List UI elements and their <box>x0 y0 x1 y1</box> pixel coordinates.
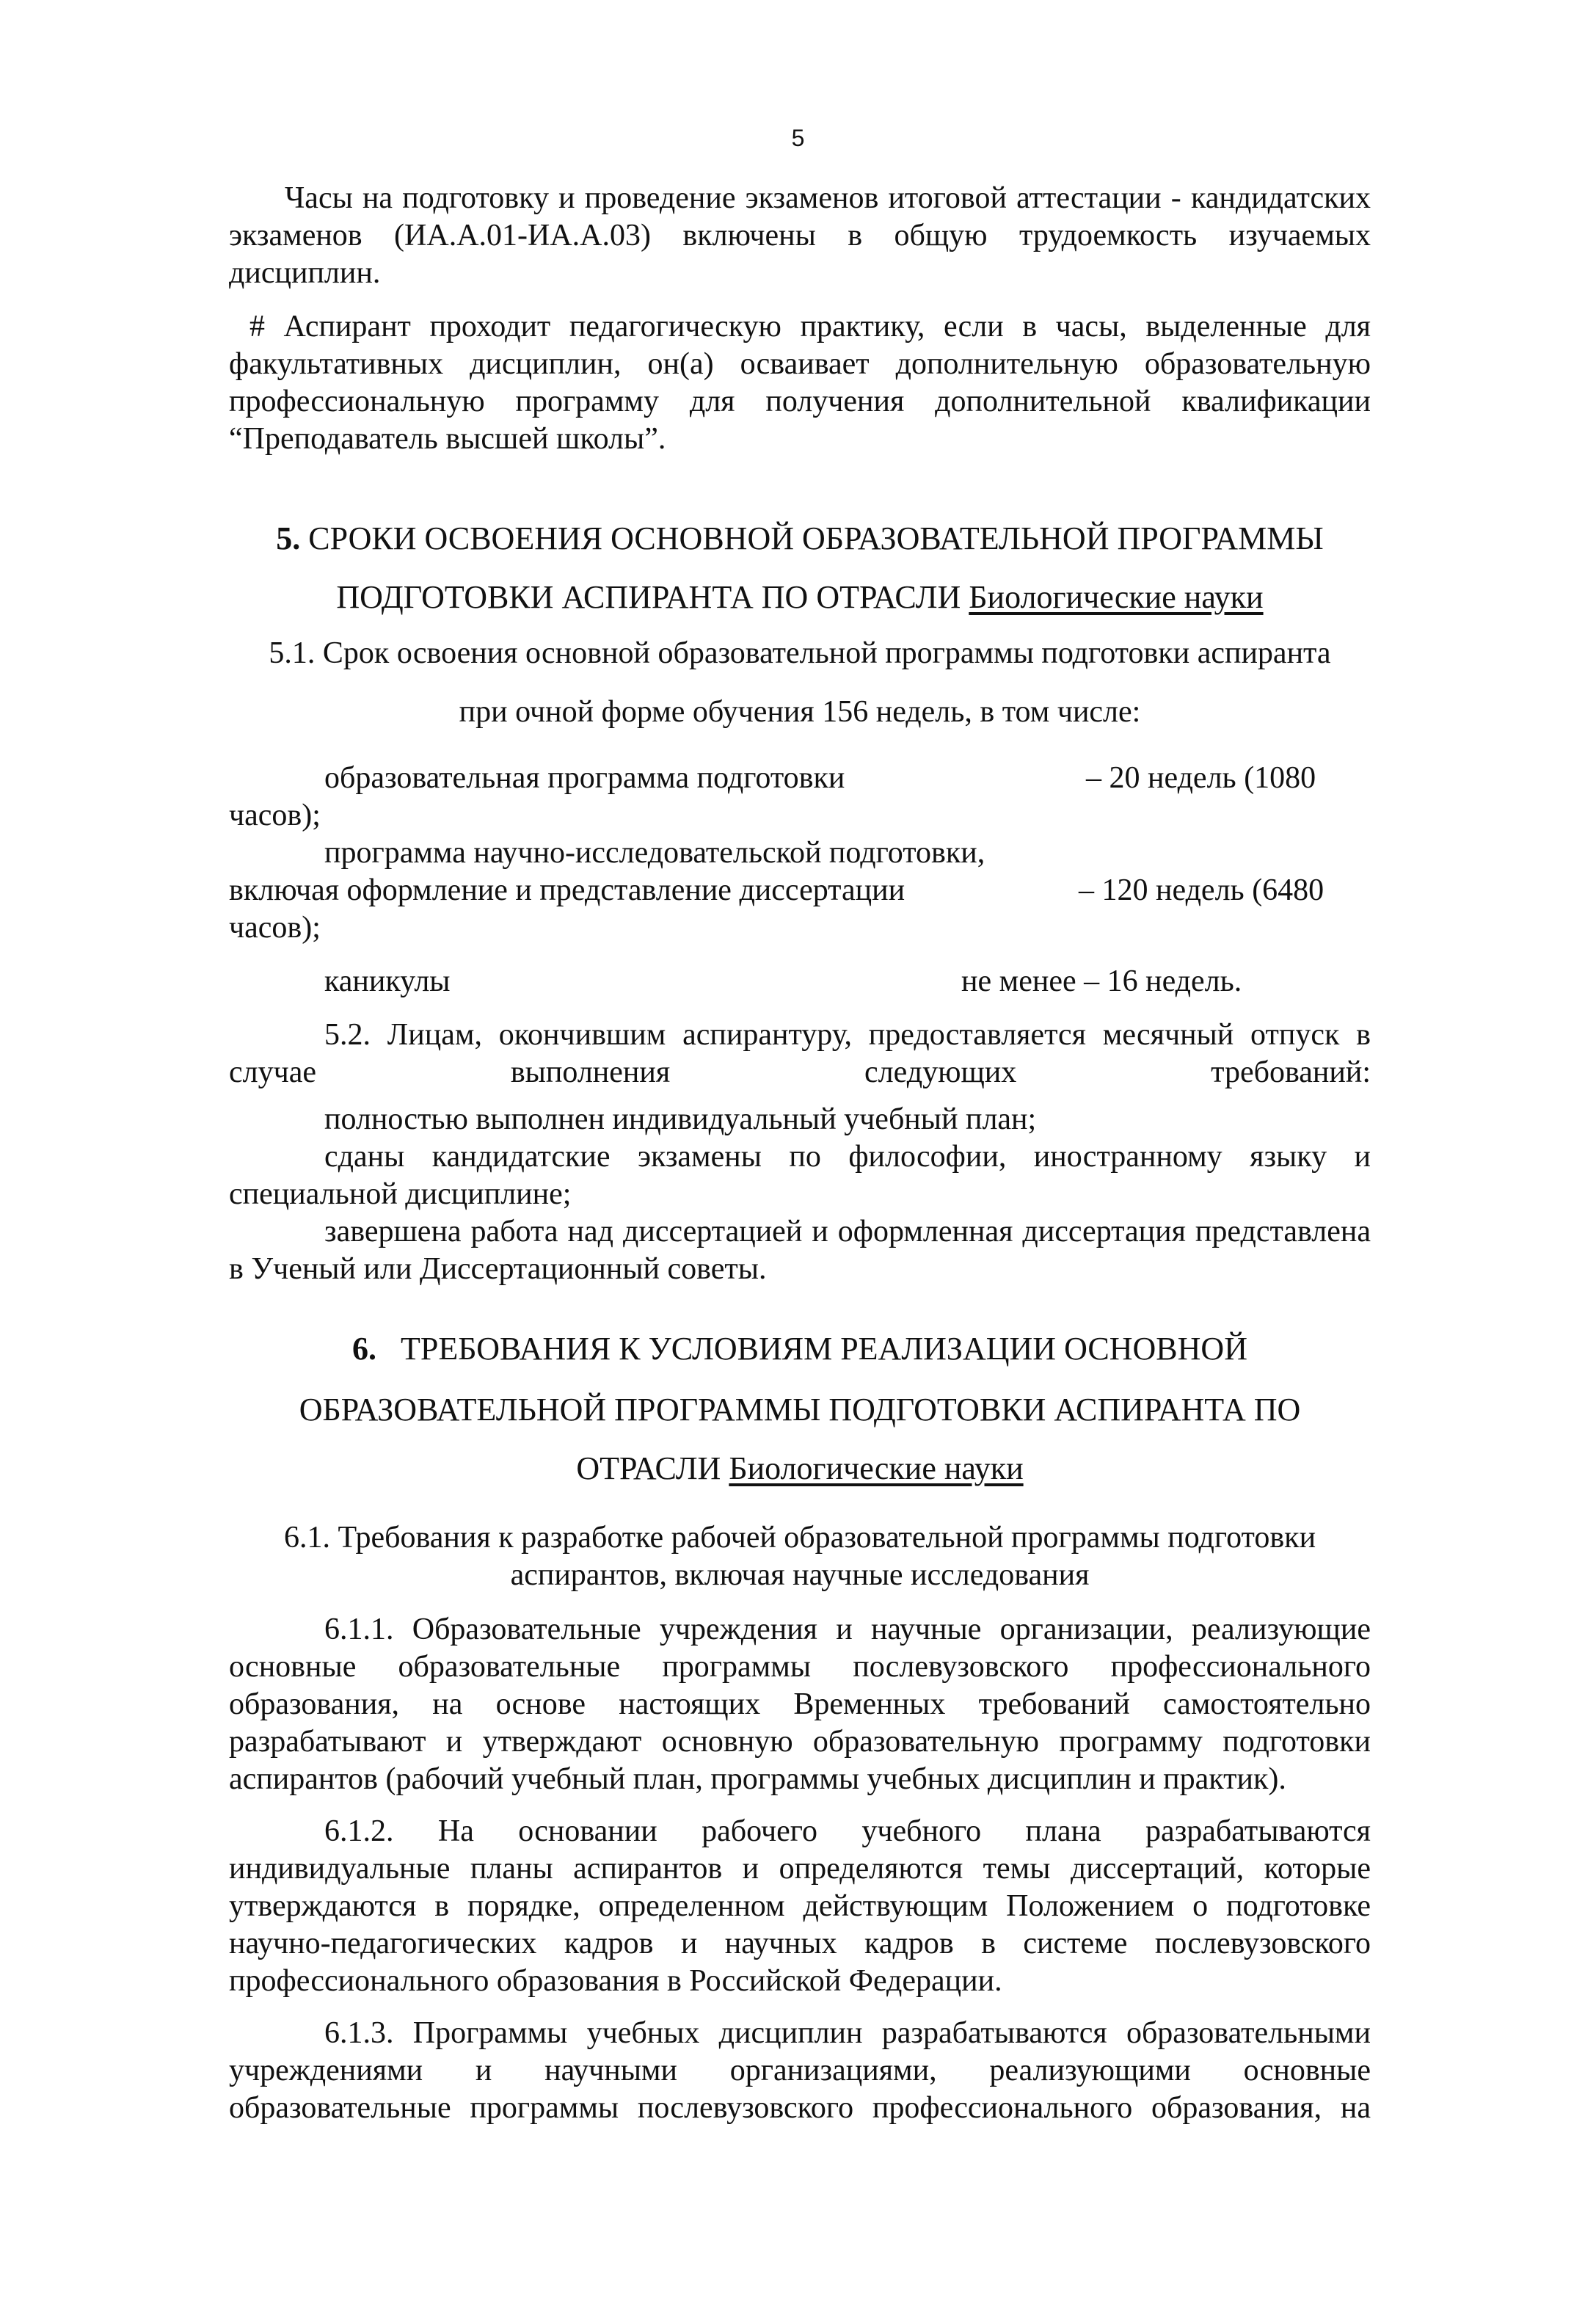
edu-program-hours-cont: часов); <box>229 799 321 832</box>
research-program-value: – 120 недель (6480 <box>1079 873 1324 907</box>
requirement-plan: полностью выполнен индивидуальный учебный план; <box>324 1102 1037 1136</box>
section-5-2-intro: 5.2. Лицам, окончившим аспирантуру, предоставляется месячный отпуск в случае выполнения следующих требований: <box>229 1018 1371 1089</box>
research-program-hours-cont: часов); <box>229 911 321 945</box>
research-program-label-2: включая оформление и представление диссертации <box>229 873 906 907</box>
research-program-label-1: программа научно-исследовательской подготовки, <box>324 836 985 870</box>
section-5-title-text: СРОКИ ОСВОЕНИЯ ОСНОВНОЙ ОБРАЗОВАТЕЛЬНОЙ ПРОГРАММЫ <box>308 520 1324 556</box>
section-5-1-line1: 5.1. Срок освоения основной образовательной программы подготовки аспиранта <box>269 636 1331 670</box>
requirement-dissertation: завершена работа над диссертацией и оформленная диссертация представлена в Ученый или Диссертационный советы. <box>229 1215 1371 1286</box>
intro-paragraph-practice: # Аспирант проходит педагогическую практику, если в часы, выделенные для факультативных дисциплин, он(а) осваивает дополнительную образовательную профессиональную программу для получения дополнительной квалификации “Преподаватель высшей школы”. <box>229 310 1371 456</box>
section-5-1-line2: при очной форме обучения 156 недель, в том числе: <box>459 695 1141 729</box>
paragraph-6-1-3: 6.1.3. Программы учебных дисциплин разрабатываются образовательными учреждениями и научными организациями, реализующими основные образовательные программы послевузовского профессионального образования, на <box>229 2016 1371 2125</box>
page-number: 5 <box>791 125 805 151</box>
edu-program-label: образовательная программа подготовки <box>324 761 845 795</box>
section-6-1-line2: аспирантов, включая научные исследования <box>510 1558 1090 1592</box>
section-6-title-line2: ОБРАЗОВАТЕЛЬНОЙ ПРОГРАММЫ ПОДГОТОВКИ АСПИРАНТА ПО <box>299 1392 1301 1428</box>
section-5-number: 5. <box>276 520 301 556</box>
section-5-title-line2 <box>183 578 1416 616</box>
section-6-field: Биологические науки <box>729 1450 1024 1486</box>
vacation-value: не менее – 16 недель. <box>961 964 1242 998</box>
section-5-title-line1 <box>183 520 1416 557</box>
intro-paragraph-hours: Часы на подготовку и проведение экзаменов итоговой аттестации - кандидатских экзаменов (ИА.А.01-ИА.А.03) включены в общую трудоемкость изучаемых дисциплин. <box>229 181 1371 290</box>
section-6-number: 6. <box>352 1331 377 1367</box>
vacation-label: каникулы <box>324 964 451 998</box>
section-5-field: Биологические науки <box>969 579 1264 615</box>
edu-program-value: – 20 недель (1080 <box>1086 761 1316 795</box>
section-5-title-prefix: ПОДГОТОВКИ АСПИРАНТА ПО ОТРАСЛИ <box>336 579 961 615</box>
section-6-1-line1: 6.1. Требования к разработке рабочей образовательной программы подготовки <box>283 1521 1316 1555</box>
section-6-title-line1 <box>183 1330 1416 1367</box>
section-6-title-line3 <box>183 1450 1416 1487</box>
paragraph-6-1-2: 6.1.2. На основании рабочего учебного плана разрабатываются индивидуальные планы аспирантов и определяются темы диссертаций, которые утверждаются в порядке, определенном действующим Положением о подготовке научно-педагогических кадров и научных кадров в системе послевузовского профессионального образования в Российской Федерации. <box>229 1814 1371 1998</box>
section-6-title-prefix: ОТРАСЛИ <box>576 1450 721 1486</box>
section-6-title-text: ТРЕБОВАНИЯ К УСЛОВИЯМ РЕАЛИЗАЦИИ ОСНОВНОЙ <box>401 1331 1247 1367</box>
paragraph-6-1-1: 6.1.1. Образовательные учреждения и научные организации, реализующие основные образовательные программы послевузовского профессионального образования, на основе настоящих Временных требований самостоятельно разрабатывают и утверждают основную образовательную программу подготовки аспирантов (рабочий учебный план, программы учебных дисциплин и практик). <box>229 1613 1371 1796</box>
requirement-exams: сданы кандидатские экзамены по философии, иностранному языку и специальной дисциплине; <box>229 1140 1371 1211</box>
